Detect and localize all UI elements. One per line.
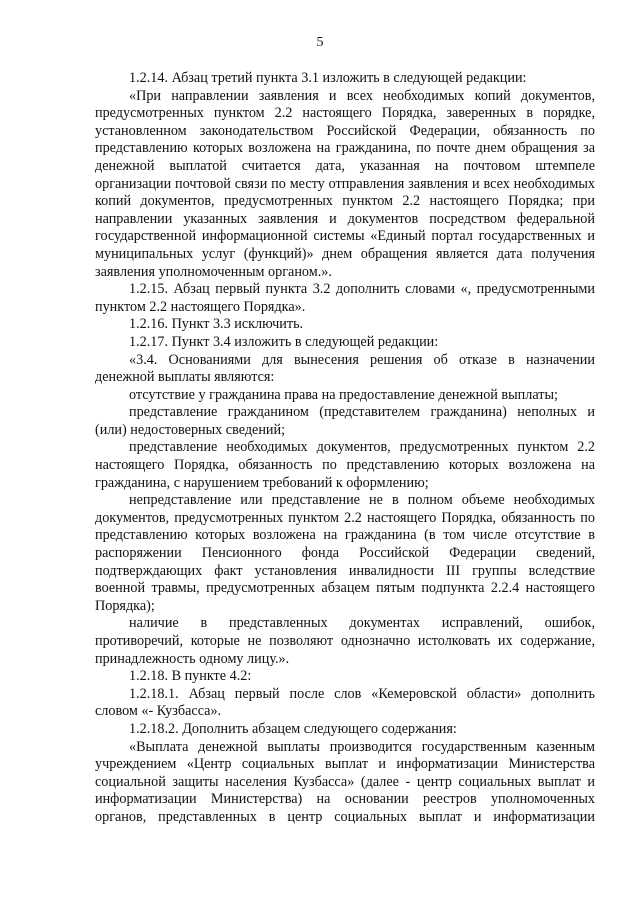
paragraph-3-4-item-5: наличие в представленных документах исправлений, ошибок, противоречий, которые не позволяют однозначно истолковать их содержание, принадлежность одному лицу.». bbox=[95, 615, 595, 667]
paragraph-1-2-14: 1.2.14. Абзац третий пункта 3.1 изложить в следующей редакции: bbox=[129, 70, 527, 86]
paragraph-1-2-17: 1.2.17. Пункт 3.4 изложить в следующей редакции: bbox=[129, 333, 439, 350]
paragraph-3-4-item-3: представление необходимых документов, предусмотренных пунктом 2.2 настоящего Порядка, обязанность по представлению которых возложена на гражданина, с нарушением требований к оформлению; bbox=[95, 439, 595, 491]
paragraph-3-4-intro: «3.4. Основаниями для вынесения решения об отказе в назначении денежной выплаты являются: bbox=[95, 351, 595, 386]
paragraph-3-4-item-2: представление гражданином (представителем гражданина) неполных и (или) недостоверных сведений; bbox=[95, 404, 595, 438]
paragraph-4-2-new-text: «Выплата денежной выплаты производится государственным казенным учреждением «Центр социальных выплат и информатизации Министерства социальной защиты населения Кузбасса» (далее - центр социальных выплат и информатизации Министерства) на основании реестров уполномоченных органов, представленных в центр социальных выплат и информатизации bbox=[95, 738, 595, 825]
paragraph-1-2-15: 1.2.15. Абзац первый пункта 3.2 дополнить словами «, предусмотренными пунктом 2.2 настоящего Порядка». bbox=[95, 281, 595, 315]
page-number: 5 bbox=[316, 35, 324, 50]
paragraph-1-2-18: 1.2.18. В пункте 4.2: bbox=[129, 668, 252, 685]
paragraph-3-1-text: «При направлении заявления и всех необходимых копий документов, предусмотренных пунктом 2.2 настоящего Порядка, заверенных в порядке, установленном законодательством Российской Федерации, обязанность по представлению которых возложена на гражданина, по почте днем обращения за денежной выплатой считается дата, указанная на почтовом штемпеле организации почтовой связи по месту отправления заявления и всех необходимых копий документов, предусмотренных пунктом 2.2 настоящего Порядка; при направлении указанных заявления и документов посредством федеральной государственной информационной системы «Единый портал государственных и муниципальных услуг (функций)» днем обращения является дата получения заявления уполномоченным органом.». bbox=[95, 87, 595, 280]
paragraph-3-4-item-1: отсутствие у гражданина права на предоставление денежной выплаты; bbox=[129, 386, 558, 403]
document-body bbox=[95, 70, 595, 827]
paragraph-1-2-18-1: 1.2.18.1. Абзац первый после слов «Кемеровской области» дополнить словом «- Кузбасса». bbox=[95, 685, 595, 720]
paragraph-3-4-item-4: непредставление или представление не в полном объеме необходимых документов, предусмотренных пунктом 2.2 настоящего Порядка, обязанность по представлению которых возложена на гражданина (в том числе отсутствие в распоряжении Пенсионного фонда Российской Федерации сведений, подтверждающих факт установления инвалидности III группы вследствие военной травмы, предусмотренных абзацем пятым подпункта 2.2.4 настоящего Порядка); bbox=[95, 492, 595, 614]
paragraph-1-2-18-2: 1.2.18.2. Дополнить абзацем следующего содержания: bbox=[129, 720, 457, 737]
paragraph-1-2-16: 1.2.16. Пункт 3.3 исключить. bbox=[129, 316, 304, 333]
